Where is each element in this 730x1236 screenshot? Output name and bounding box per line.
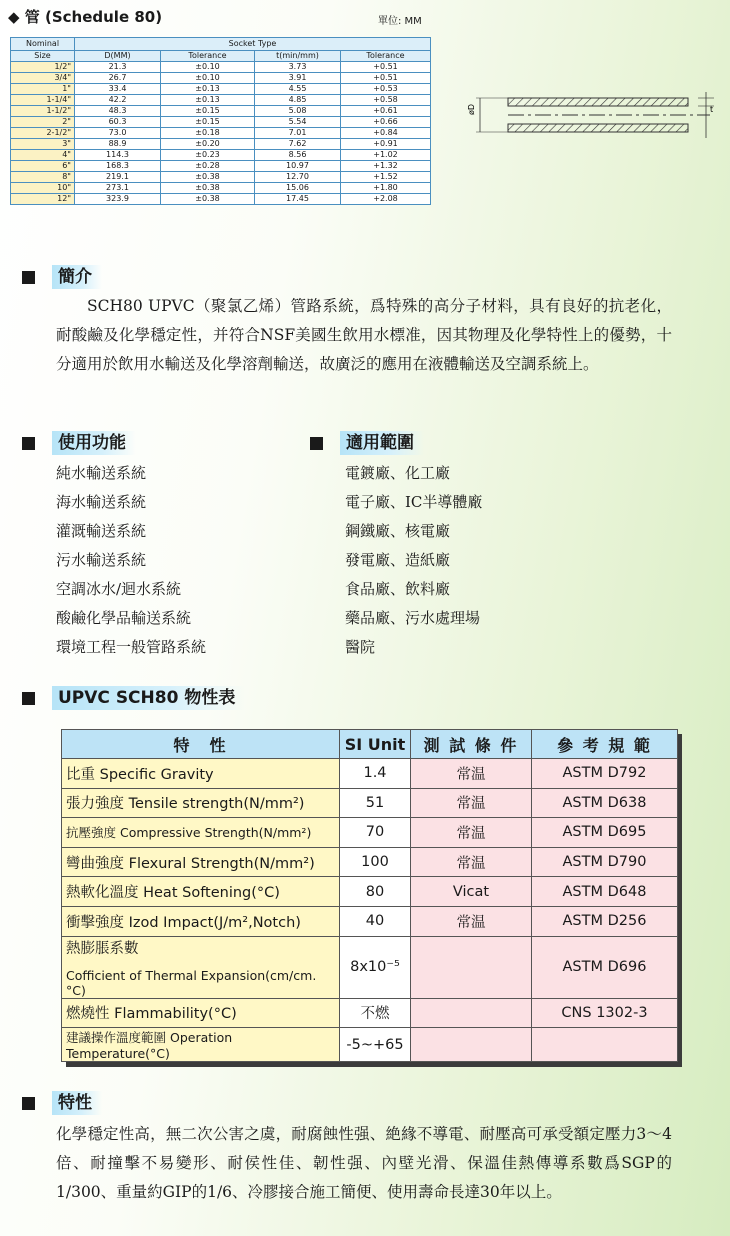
column-header: Size bbox=[11, 51, 75, 62]
property-name-cell: 抗壓強度 Compressive Strength(N/mm²) bbox=[62, 818, 340, 848]
table-cell: ±0.20 bbox=[161, 139, 255, 150]
intro-heading: 簡介 bbox=[52, 265, 102, 289]
property-name-cell: 彎曲強度 Flexural Strength(N/mm²) bbox=[62, 847, 340, 877]
si-unit-cell: 8x10⁻⁵ bbox=[340, 936, 411, 998]
property-name-cell: 比重 Specific Gravity bbox=[62, 759, 340, 789]
table-row bbox=[11, 139, 431, 150]
section-square-icon bbox=[22, 271, 35, 284]
intro-section-header bbox=[22, 264, 102, 290]
functions-list bbox=[56, 459, 206, 662]
table-row bbox=[11, 117, 431, 128]
list-item: 醫院 bbox=[345, 638, 376, 656]
size-cell: 3" bbox=[11, 139, 75, 150]
table-row bbox=[11, 161, 431, 172]
table-cell: 26.7 bbox=[75, 73, 161, 84]
list-item: 純水輸送系統 bbox=[56, 464, 147, 482]
table-row bbox=[11, 172, 431, 183]
table-cell: 15.06 bbox=[255, 183, 341, 194]
pipe-diagram bbox=[448, 88, 723, 148]
table-cell: +1.02 bbox=[341, 150, 431, 161]
table-row bbox=[11, 106, 431, 117]
section-square-icon bbox=[310, 437, 323, 450]
size-cell: 3/4" bbox=[11, 73, 75, 84]
table-row bbox=[11, 73, 431, 84]
si-unit-cell: 不燃 bbox=[340, 998, 411, 1028]
size-cell: 1" bbox=[11, 84, 75, 95]
size-cell: 4" bbox=[11, 150, 75, 161]
reference-standard-cell: ASTM D790 bbox=[532, 847, 678, 877]
column-header: Tolerance bbox=[341, 51, 431, 62]
table-cell: +1.52 bbox=[341, 172, 431, 183]
reference-standard-cell: CNS 1302-3 bbox=[532, 998, 678, 1028]
unit-label: 單位: MM bbox=[378, 16, 422, 27]
table-cell: +0.53 bbox=[341, 84, 431, 95]
table-cell: ±0.15 bbox=[161, 117, 255, 128]
table-cell: 60.3 bbox=[75, 117, 161, 128]
list-item: 酸鹼化學品輸送系統 bbox=[56, 609, 192, 627]
table-cell: +0.91 bbox=[341, 139, 431, 150]
si-unit-cell: 40 bbox=[340, 906, 411, 936]
reference-standard-cell: ASTM D256 bbox=[532, 906, 678, 936]
si-unit-cell: 100 bbox=[340, 847, 411, 877]
property-name-cell: 建議操作溫度範圍 Operation Temperature(°C) bbox=[62, 1028, 340, 1062]
socket-type-header: Socket Type bbox=[75, 38, 431, 51]
list-item: 灌溉輸送系統 bbox=[56, 522, 147, 540]
list-item: 食品廠、飲料廠 bbox=[345, 580, 451, 598]
table-cell: 42.2 bbox=[75, 95, 161, 106]
properties-header-row bbox=[62, 730, 678, 759]
column-header: 測 試 條 件 bbox=[411, 730, 532, 759]
applications-heading: 適用範圍 bbox=[340, 431, 424, 455]
table-cell: 48.3 bbox=[75, 106, 161, 117]
size-cell: 1-1/4" bbox=[11, 95, 75, 106]
size-cell: 2-1/2" bbox=[11, 128, 75, 139]
features-heading: 特性 bbox=[52, 1091, 102, 1115]
table-cell: 7.62 bbox=[255, 139, 341, 150]
nominal-header: Nominal bbox=[11, 38, 75, 51]
table-cell: +0.66 bbox=[341, 117, 431, 128]
column-header: D(MM) bbox=[75, 51, 161, 62]
table-row bbox=[11, 84, 431, 95]
table-cell: 3.73 bbox=[255, 62, 341, 73]
features-text: 化學穩定性高，無二次公害之虞，耐腐蝕性强、絶緣不導電、耐壓高可承受額定壓力3～4倍、耐撞擊不易變形、耐侯性佳、韌性强、內壁光滑、保溫佳熱傳導系數爲SGP的1/300、重量約GIP的1/6、冷膠接合施工簡便、使用壽命長達30年以上。 bbox=[56, 1125, 672, 1201]
features-section-header bbox=[22, 1090, 102, 1116]
functions-heading: 使用功能 bbox=[52, 431, 136, 455]
table-row bbox=[11, 194, 431, 205]
table-cell: 219.1 bbox=[75, 172, 161, 183]
table-cell: 5.54 bbox=[255, 117, 341, 128]
table-cell: 7.01 bbox=[255, 128, 341, 139]
property-name-cell: 張力強度 Tensile strength(N/mm²) bbox=[62, 788, 340, 818]
functions-section-header bbox=[22, 430, 136, 456]
table-cell: 10.97 bbox=[255, 161, 341, 172]
table-cell: ±0.28 bbox=[161, 161, 255, 172]
list-item: 藥品廠、污水處理場 bbox=[345, 609, 481, 627]
applications-list bbox=[345, 459, 482, 662]
table-cell: 12.70 bbox=[255, 172, 341, 183]
table-cell: 17.45 bbox=[255, 194, 341, 205]
property-name-cell: 燃燒性 Flammability(°C) bbox=[62, 998, 340, 1028]
size-cell: 6" bbox=[11, 161, 75, 172]
table-cell: +1.32 bbox=[341, 161, 431, 172]
pipe-wall-top bbox=[508, 98, 688, 106]
test-condition-cell: 常温 bbox=[411, 847, 532, 877]
table-cell: 168.3 bbox=[75, 161, 161, 172]
table-cell: +0.61 bbox=[341, 106, 431, 117]
table-cell: 88.9 bbox=[75, 139, 161, 150]
table-cell: 73.0 bbox=[75, 128, 161, 139]
table-cell: +0.84 bbox=[341, 128, 431, 139]
applications-section-header bbox=[310, 430, 424, 456]
diameter-label: øD bbox=[467, 103, 476, 115]
si-unit-cell: 80 bbox=[340, 877, 411, 907]
list-item: 電子廠、IC半導體廠 bbox=[345, 493, 483, 511]
table-cell: +1.80 bbox=[341, 183, 431, 194]
property-name-english: Cofficient of Thermal Expansion(cm/cm.°C) bbox=[66, 967, 317, 998]
test-condition-cell bbox=[411, 936, 532, 998]
table-row bbox=[11, 95, 431, 106]
table-cell: 323.9 bbox=[75, 194, 161, 205]
table-row bbox=[62, 877, 678, 907]
table-cell: +2.08 bbox=[341, 194, 431, 205]
properties-section-header bbox=[22, 685, 245, 711]
reference-standard-cell: ASTM D638 bbox=[532, 788, 678, 818]
table-row bbox=[62, 847, 678, 877]
properties-table-frame bbox=[61, 729, 677, 1062]
list-item: 鋼鐵廠、核電廠 bbox=[345, 522, 451, 540]
reference-standard-cell: ASTM D695 bbox=[532, 818, 678, 848]
table-row bbox=[62, 818, 678, 848]
reference-standard-cell bbox=[532, 1028, 678, 1062]
table-cell: ±0.38 bbox=[161, 194, 255, 205]
schedule-column-header bbox=[11, 51, 431, 62]
table-cell: +0.51 bbox=[341, 73, 431, 84]
list-item: 環境工程一般管路系統 bbox=[56, 638, 207, 656]
si-unit-cell: -5~+65 bbox=[340, 1028, 411, 1062]
table-cell: ±0.23 bbox=[161, 150, 255, 161]
table-row bbox=[62, 936, 678, 998]
table-cell: 114.3 bbox=[75, 150, 161, 161]
properties-heading: UPVC SCH80 物性表 bbox=[52, 686, 245, 710]
test-condition-cell: 常温 bbox=[411, 759, 532, 789]
table-cell: ±0.13 bbox=[161, 95, 255, 106]
table-row bbox=[62, 998, 678, 1028]
section-square-icon bbox=[22, 437, 35, 450]
schedule-table bbox=[10, 37, 431, 205]
table-cell: 3.91 bbox=[255, 73, 341, 84]
table-cell: ±0.38 bbox=[161, 172, 255, 183]
column-header: Tolerance bbox=[161, 51, 255, 62]
list-item: 污水輸送系統 bbox=[56, 551, 147, 569]
test-condition-cell: 常温 bbox=[411, 818, 532, 848]
column-header: 特 性 bbox=[62, 730, 340, 759]
table-cell: ±0.13 bbox=[161, 84, 255, 95]
table-row bbox=[62, 759, 678, 789]
size-cell: 12" bbox=[11, 194, 75, 205]
table-cell: ±0.10 bbox=[161, 73, 255, 84]
table-cell: 5.08 bbox=[255, 106, 341, 117]
thickness-label: t bbox=[710, 105, 714, 114]
table-cell: 4.85 bbox=[255, 95, 341, 106]
si-unit-cell: 70 bbox=[340, 818, 411, 848]
test-condition-cell bbox=[411, 998, 532, 1028]
list-item: 空調冰水/迴水系統 bbox=[56, 580, 182, 598]
column-header: SI Unit bbox=[340, 730, 411, 759]
test-condition-cell: 常温 bbox=[411, 906, 532, 936]
list-item: 發電廠、造紙廠 bbox=[345, 551, 451, 569]
size-cell: 1/2" bbox=[11, 62, 75, 73]
section-square-icon bbox=[22, 692, 35, 705]
table-cell: 8.56 bbox=[255, 150, 341, 161]
properties-table bbox=[61, 729, 678, 1062]
test-condition-cell: 常温 bbox=[411, 788, 532, 818]
property-name-cell: 熱軟化溫度 Heat Softening(°C) bbox=[62, 877, 340, 907]
si-unit-cell: 1.4 bbox=[340, 759, 411, 789]
table-cell: 21.3 bbox=[75, 62, 161, 73]
column-header: 參 考 規 範 bbox=[532, 730, 678, 759]
table-row bbox=[62, 1028, 678, 1062]
table-row bbox=[11, 128, 431, 139]
property-name-cell bbox=[62, 936, 340, 998]
size-cell: 10" bbox=[11, 183, 75, 194]
table-row bbox=[62, 906, 678, 936]
table-row bbox=[11, 183, 431, 194]
section-square-icon bbox=[22, 1097, 35, 1110]
property-name: 熱膨脹系數 bbox=[66, 940, 139, 957]
table-row bbox=[11, 62, 431, 73]
column-header: t(min/mm) bbox=[255, 51, 341, 62]
list-item: 電鍍廠、化工廠 bbox=[345, 464, 451, 482]
table-cell: ±0.10 bbox=[161, 62, 255, 73]
table-cell: ±0.18 bbox=[161, 128, 255, 139]
property-name-cell: 衝擊強度 Izod Impact(J/m²,Notch) bbox=[62, 906, 340, 936]
si-unit-cell: 51 bbox=[340, 788, 411, 818]
table-row bbox=[62, 788, 678, 818]
test-condition-cell: Vicat bbox=[411, 877, 532, 907]
pipe-wall-bottom bbox=[508, 124, 688, 132]
table-cell: ±0.15 bbox=[161, 106, 255, 117]
size-cell: 8" bbox=[11, 172, 75, 183]
page-title: ◆ 管 (Schedule 80) bbox=[8, 8, 163, 26]
intro-text: SCH80 UPVC（聚氯乙烯）管路系統，爲特殊的高分子材料，具有良好的抗老化，耐酸鹼及化學穩定性，并符合NSF美國生飲用水標准，因其物理及化學特性上的優勢，十分適用於飲用水輸送及化學溶劑輸送，故廣泛的應用在液體輸送及空調系統上。 bbox=[56, 297, 672, 373]
reference-standard-cell: ASTM D792 bbox=[532, 759, 678, 789]
reference-standard-cell: ASTM D696 bbox=[532, 936, 678, 998]
table-cell: ±0.38 bbox=[161, 183, 255, 194]
table-cell: 273.1 bbox=[75, 183, 161, 194]
list-item: 海水輸送系統 bbox=[56, 493, 147, 511]
test-condition-cell bbox=[411, 1028, 532, 1062]
table-cell: +0.51 bbox=[341, 62, 431, 73]
size-cell: 1-1/2" bbox=[11, 106, 75, 117]
size-cell: 2" bbox=[11, 117, 75, 128]
reference-standard-cell: ASTM D648 bbox=[532, 877, 678, 907]
table-cell: 33.4 bbox=[75, 84, 161, 95]
schedule-group-header bbox=[11, 38, 431, 51]
table-cell: +0.58 bbox=[341, 95, 431, 106]
table-row bbox=[11, 150, 431, 161]
table-cell: 4.55 bbox=[255, 84, 341, 95]
